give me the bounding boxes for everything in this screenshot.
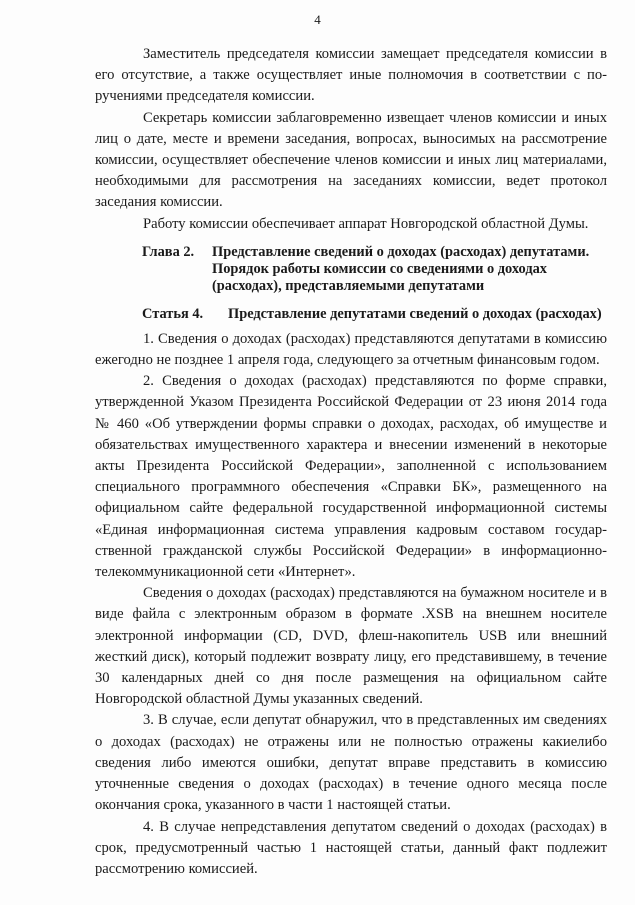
page-number: 4 bbox=[314, 12, 321, 27]
article-title: Представление депутатами сведений о доходах (расходах) bbox=[228, 305, 602, 322]
paragraph-deputy-chairman: Заместитель председателя комиссии замещает председателя комиссии в его отсутствие, а также осуществляет иные полномочия в соответствии с поручениями председателя комиссии. bbox=[95, 46, 607, 105]
paragraph-article-item-4: 4. В случае непредставления депутатом сведений о доходах (расходах) в срок, предусмотренный частью 1 настоящей статьи, данный факт подлежит рассмотрению комиссией. bbox=[95, 818, 607, 877]
article-label: Статья 4. bbox=[142, 305, 204, 322]
article-heading bbox=[142, 304, 607, 325]
paragraph-article-item-2-media: Сведения о доходах (расходах) представляются на бумажном носителе и в виде файла с электронным образом в формате .XSB на внешнем носителе электронной информации (CD, DVD, флеш-накопитель USB или внешний жесткий диск), который подлежит возврату лицу, его представившему, в течение 30 календарных дней со дня после размещения на официальном сайте Новгородской областной Думы указанных сведений. bbox=[95, 585, 607, 708]
chapter-title: Представление сведений о доходах (расходах) депутатами. Порядок работы комиссии со сведениями о доходах (расходах), представляемыми депутатами bbox=[212, 243, 590, 294]
chapter-heading bbox=[142, 244, 607, 295]
paragraph-article-item-1: 1. Сведения о доходах (расходах) представляются депутатами в комиссию ежегодно не позднее 1 апреля года, следующего за отчетным финансовым годом. bbox=[95, 330, 607, 369]
document-body bbox=[95, 44, 607, 880]
paragraph-apparatus: Работу комиссии обеспечивает аппарат Новгородской областной Думы. bbox=[143, 215, 589, 232]
paragraph-secretary: Секретарь комиссии заблаговременно извещает членов комиссии и иных лиц о дате, месте и времени заседания, вопросах, выносимых на рассмотрение комиссии, осуществляет обеспечение членов комиссии и иных лиц материалами, необходимыми для рассмотрения на заседаниях комиссии, ведет протокол заседания комиссии. bbox=[95, 109, 607, 211]
chapter-label: Глава 2. bbox=[142, 243, 195, 260]
paragraph-article-item-2: 2. Сведения о доходах (расходах) представляются по форме справки, утвержденной Указом Президента Российской Федерации от 23 июня 2014 года № 460 «Об утверждении формы справки о доходах, расходах, об имуществе и обязательствах имущественного характера и внесении изменений в некоторые акты Президента Российской Федерации», заполненной с использованием специального программного обеспечения «Справки БК», размещенного на официальном сайте федеральной государственной информационной системы «Единая информационная система управления кадровым составом государственной гражданской службы Российской Федерации» в информационнотелекоммуникационной сети «Интернет». bbox=[95, 373, 607, 581]
paragraph-article-item-3: 3. В случае, если депутат обнаружил, что в представленных им сведениях о доходах (расходах) не отражены или не полностью отражены какиелибо сведения либо имеются ошибки, депутат вправе представить в комиссию уточненные сведения о доходах (расходах) в течение одного месяца после окончания срока, указанного в части 1 настоящей статьи. bbox=[95, 712, 607, 814]
